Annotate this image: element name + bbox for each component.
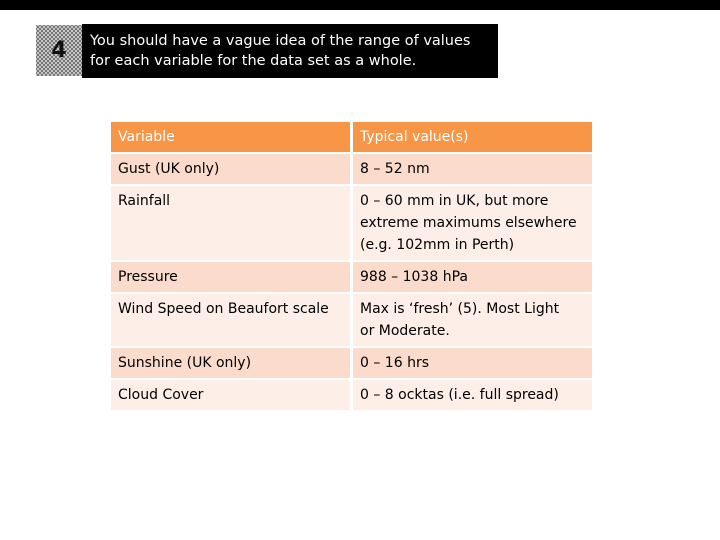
variable-cell: Pressure <box>111 261 352 293</box>
slide-number: 4 <box>51 38 67 63</box>
table-row <box>111 261 592 293</box>
header-typical-values: Typical value(s) <box>352 122 593 153</box>
table-row <box>111 185 592 261</box>
variable-cell: Wind Speed on Beaufort scale <box>111 293 352 347</box>
variable-cell: Rainfall <box>111 185 352 261</box>
value-line: 0 – 60 mm in UK, but more <box>360 193 549 209</box>
banner-line-2: for each variable for the data set as a whole. <box>90 53 417 69</box>
value-line: (e.g. 102mm in Perth) <box>360 237 515 253</box>
slide-number-badge <box>36 25 82 76</box>
value-line: Max is ‘fresh’ (5). Most Light <box>360 301 560 317</box>
value-cell: 0 – 8 ocktas (i.e. full spread) <box>352 379 593 411</box>
table-row <box>111 293 592 347</box>
value-cell <box>352 185 593 261</box>
variable-cell: Gust (UK only) <box>111 153 352 185</box>
value-cell: 988 – 1038 hPa <box>352 261 593 293</box>
value-line: or Moderate. <box>360 323 450 339</box>
value-cell: 8 – 52 nm <box>352 153 593 185</box>
value-cell <box>352 293 593 347</box>
top-bar <box>0 0 720 10</box>
banner-line-1: You should have a vague idea of the range of values <box>90 33 471 49</box>
table-row <box>111 379 592 411</box>
table-header-row <box>111 122 592 153</box>
variable-cell: Cloud Cover <box>111 379 352 411</box>
variables-table <box>111 122 592 412</box>
instruction-banner <box>82 24 498 78</box>
table-row <box>111 347 592 379</box>
table-row <box>111 153 592 185</box>
header-variable: Variable <box>111 122 352 153</box>
variable-cell: Sunshine (UK only) <box>111 347 352 379</box>
value-line: extreme maximums elsewhere <box>360 215 577 231</box>
value-cell: 0 – 16 hrs <box>352 347 593 379</box>
